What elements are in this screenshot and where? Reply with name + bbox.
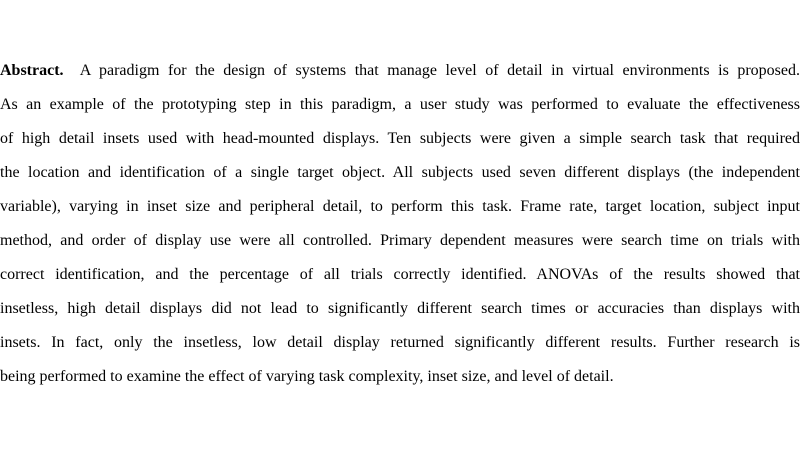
abstract-line-9: insets. In fact, only the insetless, low detail display returned significantly different results. Further research is [0,334,800,351]
abstract-line-10: being performed to examine the effect of varying task complexity, inset size, and level of detail. [0,368,614,385]
abstract-line-7: correct identification, and the percentage of all trials correctly identified. ANOVAs of the results showed that [0,266,800,283]
abstract-line-1-text: A paradigm for the design of systems that manage level of detail in virtual environments is proposed. [79,62,800,79]
abstract-line-3: of high detail insets used with head-mounted displays. Ten subjects were given a simple search task that required [0,130,800,147]
abstract-line-2: As an example of the prototyping step in this paradigm, a user study was performed to evaluate the effectiveness [0,96,800,113]
abstract-line-4: the location and identification of a single target object. All subjects used seven different displays (the independent [0,164,800,181]
abstract-line-5: variable), varying in inset size and peripheral detail, to perform this task. Frame rate, target location, subject input [0,198,800,215]
abstract-line-1 [0,54,800,88]
abstract-heading: Abstract. [0,62,64,79]
abstract-line-6: method, and order of display use were all controlled. Primary dependent measures were search time on trials with [0,232,800,249]
abstract-line-8: insetless, high detail displays did not lead to significantly different search times or accuracies than displays with [0,300,800,317]
